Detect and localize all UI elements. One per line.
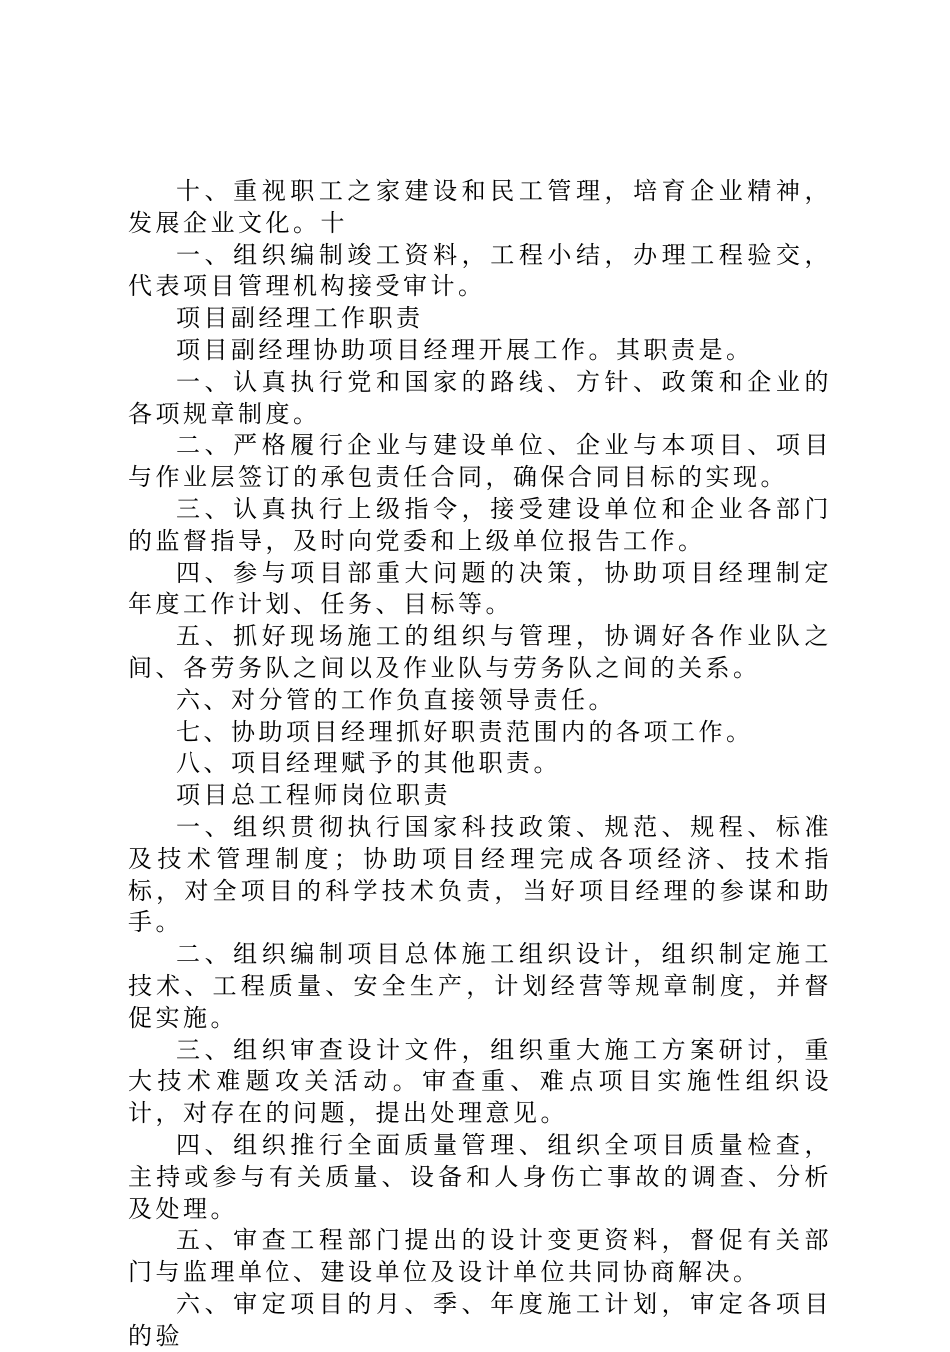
paragraph-deputy-3: 三、认真执行上级指令，接受建设单位和企业各部门的监督指导，及时向党委和上级单位报告工作。 [128, 494, 832, 555]
paragraph-deputy-7: 七、协助项目经理抓好职责范围内的各项工作。 [176, 717, 754, 746]
paragraph-deputy-2: 二、严格履行企业与建设单位、企业与本项目、项目与作业层签订的承包责任合同，确保合同目标的实现。 [128, 431, 832, 492]
paragraph-deputy-1: 一、认真执行党和国家的路线、方针、政策和企业的各项规章制度。 [128, 367, 832, 428]
section-heading-chief-engineer: 项目总工程师岗位职责 [176, 781, 451, 810]
paragraph-deputy-8: 八、项目经理赋予的其他职责。 [176, 749, 561, 778]
paragraph-engineer-4: 四、组织推行全面质量管理、组织全项目质量检查，主持或参与有关质量、设备和人身伤亡事故的调查、分析及处理。 [128, 1130, 832, 1223]
section-heading-deputy-manager: 项目副经理工作职责 [176, 304, 424, 333]
paragraph-10-staff-culture: 十、重视职工之家建设和民工管理，培育企业精神，发展企业文化。十 [128, 177, 832, 237]
paragraph-deputy-6: 六、对分管的工作负直接领导责任。 [176, 685, 616, 714]
document-body [128, 176, 832, 1352]
paragraph-deputy-intro: 项目副经理协助项目经理开展工作。其职责是。 [176, 335, 754, 364]
paragraph-deputy-4: 四、参与项目部重大问题的决策，协助项目经理制定年度工作计划、任务、目标等。 [128, 558, 832, 619]
paragraph-engineer-1: 一、组织贯彻执行国家科技政策、规范、规程、标准及技术管理制度；协助项目经理完成各项经济、技术指标，对全项目的科学技术负责，当好项目经理的参谋和助手。 [128, 812, 832, 937]
paragraph-engineer-3: 三、组织审查设计文件，组织重大施工方案研讨，重大技术难题攻关活动。审查重、难点项目实施性组织设计，对存在的问题，提出处理意见。 [128, 1035, 832, 1128]
paragraph-deputy-5: 五、抓好现场施工的组织与管理，协调好各作业队之间、各劳务队之间以及作业队与劳务队之间的关系。 [128, 622, 832, 682]
paragraph-engineer-2: 二、组织编制项目总体施工组织设计，组织制定施工技术、工程质量、安全生产，计划经营等规章制度，并督促实施。 [128, 940, 832, 1032]
paragraph-engineer-5: 五、审查工程部门提出的设计变更资料，督促有关部门与监理单位、建设单位及设计单位共同协商解决。 [128, 1226, 832, 1287]
paragraph-engineer-6: 六、审定项目的月、季、年度施工计划，审定各项目的验 [128, 1289, 832, 1350]
paragraph-11-completion-docs: 一、组织编制竣工资料，工程小结，办理工程验交，代表项目管理机构接受审计。 [128, 240, 832, 301]
